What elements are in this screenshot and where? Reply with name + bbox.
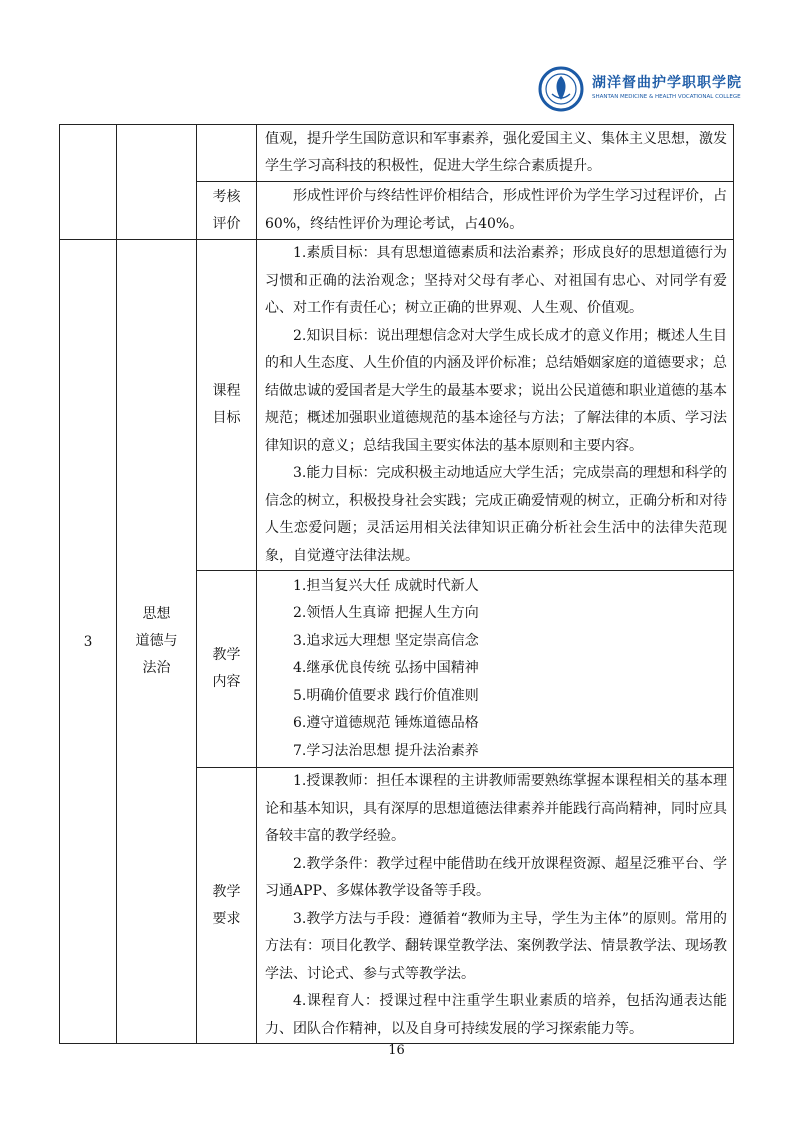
content-cell — [257, 571, 734, 768]
requirement-paragraph: 3.教学方法与手段：遵循着“教师为主导，学生为主体”的原则。常用的方法有：项目化教学、翻转课堂教学法、案例教学法、情景教学法、现场教学法、讨论式、参与式等教学法。 — [265, 910, 727, 982]
requirement-paragraph: 2.教学条件：教学过程中能借助在线开放课程资源、超星泛雅平台、学习通APP、多媒体教学设备等手段。 — [265, 855, 727, 899]
requirement-paragraph: 1.授课教师：担任本课程的主讲教师需要熟练掌握本课程相关的基本理论和基本知识，具有深厚的思想道德法律素养并能践行高尚精神，同时应具备较丰富的教学经验。 — [265, 773, 727, 844]
course-table — [59, 124, 734, 1044]
requirements-label-line: 要求 — [212, 910, 241, 927]
school-emblem-icon — [538, 66, 584, 112]
prev-goal-cell — [257, 125, 734, 182]
requirements-label — [197, 768, 257, 1044]
school-name-en: SHANTAN MEDICINE & HEALTH VOCATIONAL COLLEGE — [592, 94, 741, 100]
content-item: 2.领悟人生真谛 把握人生方向 — [293, 605, 479, 622]
page-number: 16 — [388, 1043, 405, 1058]
goals-label-line: 课程 — [212, 383, 241, 399]
table-row — [60, 125, 734, 182]
table-row — [60, 240, 734, 571]
content-item: 3.追求远大理想 坚定崇高信念 — [293, 632, 479, 649]
prev-goal-text: 值观，提升学生国防意识和军事素养，强化爱国主义、集体主义思想，激发学生学习高科技的积极性，促进大学生综合素质提升。 — [265, 130, 727, 174]
assessment-label-line: 考核 — [212, 188, 241, 205]
prev-goal-label-cell — [197, 125, 257, 182]
prev-course-cell — [117, 125, 197, 240]
goals-label-line: 目标 — [212, 410, 241, 426]
content-item: 5.明确价值要求 践行价值准则 — [293, 687, 479, 704]
assessment-label — [197, 182, 257, 240]
school-name-cn: 湖洋督曲护学职职学院 — [592, 75, 742, 91]
course-name-line: 思想 — [142, 606, 171, 622]
school-logo — [538, 66, 742, 112]
content-label-line: 内容 — [212, 674, 241, 690]
prev-index-cell — [60, 125, 117, 240]
assessment-cell — [257, 182, 734, 240]
assessment-text: 形成性评价与终结性评价相结合，形成性评价为学生学习过程评价，占60%，终结性评价为理论考试，占40%。 — [265, 188, 727, 232]
goals-label — [197, 240, 257, 571]
assessment-label-line: 评价 — [212, 215, 241, 232]
goal-paragraph: 1.素质目标：具有思想道德素质和法治素养；形成良好的思想道德行为习惯和正确的法治观念；坚持对父母有孝心、对祖国有忠心、对同学有爱心、对工作有责任心；树立正确的世界观、人生观、价值观。 — [265, 245, 727, 316]
content-item: 4.继承优良传统 弘扬中国精神 — [293, 660, 479, 677]
goals-cell — [257, 240, 734, 571]
requirement-paragraph: 4.课程育人：授课过程中注重学生职业素质的培养，包括沟通表达能力、团队合作精神，以及自身可持续发展的学习探索能力等。 — [265, 993, 727, 1037]
requirements-label-line: 教学 — [212, 883, 241, 900]
course-name-line: 法治 — [142, 660, 171, 676]
content-item: 6.遵守道德规范 锤炼道德品格 — [293, 715, 479, 732]
content-label — [197, 571, 257, 768]
content-label-line: 教学 — [212, 647, 241, 663]
requirements-cell — [257, 768, 734, 1044]
content-item: 7.学习法治思想 提升法治素养 — [293, 742, 479, 759]
goal-paragraph: 3.能力目标：完成积极主动地适应大学生活；完成崇高的理想和科学的信念的树立，积极投身社会实践；完成正确爱情观的树立，正确分析和对待人生恋爱问题；灵活运用相关法律知识正确分析社会生活中的法律失范现象，自觉遵守法律法规。 — [265, 465, 727, 564]
course-name-cell — [117, 240, 197, 1044]
course-name-line: 道德与 — [135, 633, 178, 649]
goal-paragraph: 2.知识目标：说出理想信念对大学生成长成才的意义作用；概述人生目的和人生态度、人生价值的内涵及评价标准；总结婚姻家庭的道德要求；总结做忠诚的爱国者是大学生的最基本要求；说出公民道德和职业道德的基本规范；概述加强职业道德规范的基本途径与方法；了解法律的本质、学习法律知识的意义；总结我国主要实体法的基本原则和主要内容。 — [265, 327, 727, 454]
content-item: 1.担当复兴大任 成就时代新人 — [293, 577, 479, 594]
row-index: 3 — [60, 240, 117, 1044]
